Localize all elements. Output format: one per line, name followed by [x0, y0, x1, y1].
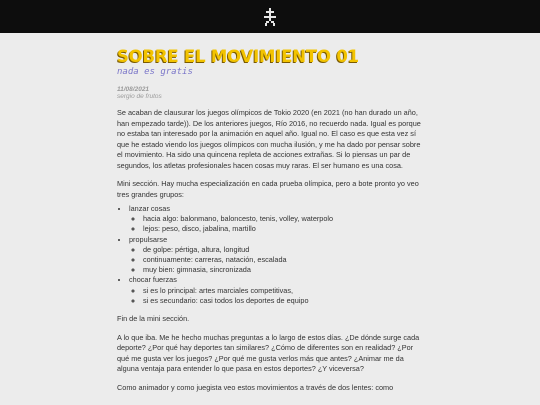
list-item: ◦ si es secundario: casi todos los deportes de equipo — [143, 296, 425, 306]
article — [117, 33, 425, 393]
list-item — [129, 235, 425, 276]
list-item — [129, 204, 425, 235]
top-bar — [0, 0, 540, 33]
group-label: propulsarse — [129, 234, 168, 244]
paragraph-last: Como animador y como juegista veo estos movimientos a través de dos lentes: como — [117, 382, 394, 392]
paragraph-questions: A lo que iba. Me he hecho muchas preguntas a lo largo de estos días. ¿De dónde surge cada deporte? ¿Por qué hay deportes tan similares? ¿Cómo de diferentes son en realidad? ¿Por qué me gusta ver los juegos? ¿Por qué me gusta verlos más que antes? ¿Animar me da alguna ventaja para entender lo que pasa en estos deportes? ¿Y viceversa? — [117, 332, 420, 374]
list-item: ◦ hacia algo: balonmano, baloncesto, tenis, volley, waterpolo — [143, 214, 425, 224]
article-subtitle: nada es gratis — [117, 67, 193, 77]
list-item: ◦ si es lo principal: artes marciales competitivas, — [143, 286, 425, 296]
group-label: lanzar cosas — [129, 204, 170, 213]
stacked-figure-logo-icon[interactable] — [263, 8, 277, 26]
groups-list — [117, 204, 425, 306]
group-label: chocar fuerzas — [129, 275, 177, 285]
paragraph-mini-section: Mini sección. Hay mucha especialización en cada prueba olímpica, pero a bote pronto yo veo tres grandes grupos: — [117, 179, 419, 199]
article-author: sergio de frutos — [117, 93, 162, 100]
article-title: SOBRE EL MOVIMIENTO 01 — [117, 47, 359, 66]
list-item: ◦ lejos: peso, disco, jabalina, martillo — [143, 224, 425, 234]
list-item: ◦ muy bien: gimnasia, sincronizada — [143, 265, 425, 275]
paragraph-end-section: Fin de la mini sección. — [117, 314, 190, 324]
list-item: ◦ de golpe: pértiga, altura, longitud — [143, 245, 425, 255]
list-item: ◦ continuamente: carreras, natación, escalada — [143, 255, 425, 265]
article-date: 11/08/2021 — [117, 86, 150, 93]
paragraph-intro: Se acaban de clausurar los juegos olímpicos de Tokio 2020 (en 2021 (no han durado un año, han empezado tarde)). De los anteriores juegos, Río 2016, no recuerdo nada. Igual es porque no estaba tan interesado por la animación en aquel año. Igual no. El caso es que esta vez sí que he estado viendo los juegos olímpicos con mucha ilusión, y me ha dado por pensar sobre el movimiento. Ha sido una quincena repleta de acciones extrañas. Si lo piensas un par de segundos, los atletas profesionales hacen cosas muy raras. El ser humano es una cosa. — [117, 108, 421, 170]
list-item — [129, 275, 425, 306]
